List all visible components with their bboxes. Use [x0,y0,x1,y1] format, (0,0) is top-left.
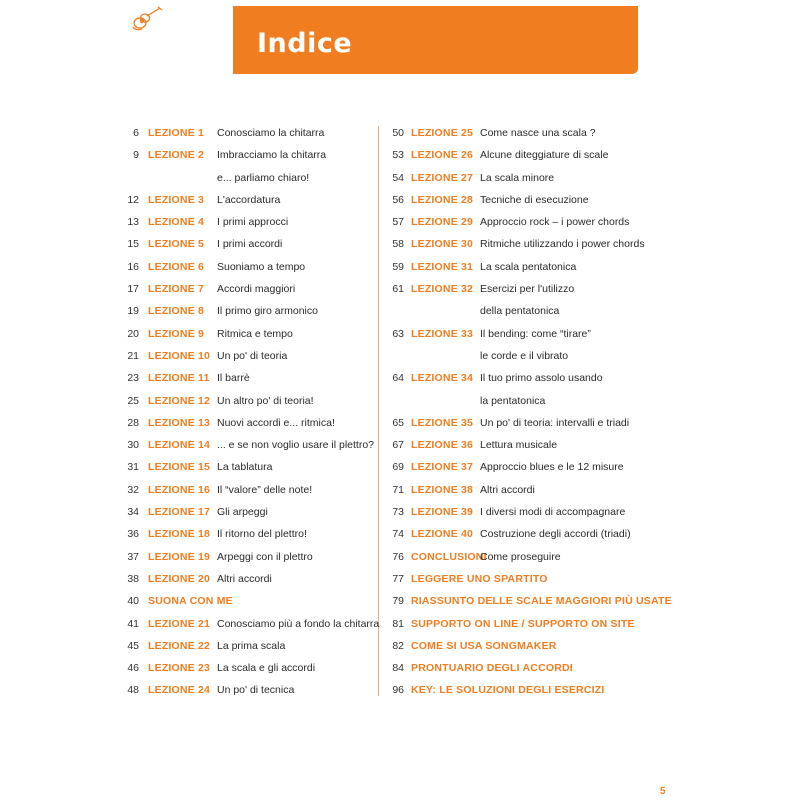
toc-entry[interactable] [385,278,675,300]
toc-lesson-title: Un altro po' di teoria! [217,394,314,407]
toc-entry[interactable] [110,679,372,701]
toc-page-number: 19 [127,305,139,318]
toc-lesson-label: LEZIONE 23 [148,662,211,675]
toc-lesson-title: Il tuo primo assolo usando [480,372,603,385]
toc-lesson-label: LEZIONE 8 [148,305,205,318]
toc-right-column [385,122,675,702]
toc-entry[interactable] [385,390,675,412]
toc-entry[interactable] [385,590,675,612]
toc-lesson-title: Accordi maggiori [217,283,296,296]
toc-lesson-title: Approccio blues e le 12 misure [480,461,624,474]
toc-page-number: 71 [392,483,404,496]
toc-entry[interactable] [110,367,372,389]
toc-entry[interactable] [110,456,372,478]
toc-lesson-title: Il primo giro armonico [217,305,318,318]
toc-entry[interactable] [110,412,372,434]
toc-lesson-title: e... parliamo chiaro! [217,171,310,184]
toc-section-title: LEGGERE UNO SPARTITO [411,572,548,585]
toc-entry[interactable] [110,345,372,367]
toc-entry[interactable] [110,211,372,233]
toc-page-number: 37 [127,550,139,563]
column-divider [378,126,379,696]
toc-page-number: 25 [127,394,139,407]
toc-entry[interactable] [385,345,675,367]
toc-entry[interactable] [385,657,675,679]
toc-lesson-title: I primi approcci [217,216,289,229]
toc-lesson-title: la pentatonica [480,394,546,407]
toc-lesson-label: LEZIONE 11 [148,372,210,385]
toc-lesson-label: LEZIONE 17 [148,506,211,519]
toc-entry[interactable] [385,568,675,590]
toc-lesson-title: Conosciamo più a fondo la chitarra [217,617,380,630]
toc-lesson-label: LEZIONE 14 [148,439,211,452]
page-title: Indice [257,28,353,59]
toc-entry[interactable] [110,657,372,679]
toc-lesson-label: LEZIONE 19 [148,550,211,563]
toc-page-number: 65 [392,416,404,429]
toc-lesson-title: Nuovi accordi e... ritmica! [217,416,335,429]
toc-page-number: 34 [127,506,139,519]
toc-lesson-label: LEZIONE 25 [411,127,474,139]
toc-page-number: 16 [127,260,139,273]
toc-lesson-label: LEZIONE 6 [148,260,205,273]
toc-lesson-title: Un po' di teoria: intervalli e triadi [480,416,630,429]
toc-entry[interactable] [110,256,372,278]
toc-section-title: RIASSUNTO DELLE SCALE MAGGIORI PIÙ USATE [411,595,672,608]
toc-lesson-label: LEZIONE 18 [148,528,211,541]
toc-lesson-title: della pentatonica [480,305,560,318]
toc-entry[interactable] [110,590,372,612]
toc-lesson-title: Conosciamo la chitarra [217,127,325,139]
toc-lesson-label: LEZIONE 39 [411,506,474,519]
toc-page-number: 50 [392,127,404,139]
toc-page-number: 61 [392,283,404,296]
toc-lesson-label: LEZIONE 29 [411,216,474,229]
toc-page-number: 30 [127,439,139,452]
guitar-logo-icon [130,5,164,33]
toc-entry[interactable] [385,367,675,389]
toc-lesson-title: Imbracciamo la chitarra [217,149,327,162]
toc-page-number: 12 [127,193,139,206]
toc-entry[interactable] [385,434,675,456]
toc-lesson-title: La scala minore [480,171,555,184]
toc-page-number: 21 [127,349,139,362]
toc-lesson-title: Altri accordi [480,483,535,496]
toc-entry[interactable] [385,144,675,166]
toc-page-number: 57 [392,216,404,229]
toc-entry[interactable] [110,278,372,300]
toc-entry[interactable] [385,211,675,233]
toc-lesson-title: Ritmiche utilizzando i power chords [480,238,645,251]
toc-page-number: 82 [392,639,404,652]
toc-lesson-title: le corde e il vibrato [480,349,569,362]
toc-lesson-title: ... e se non voglio usare il plettro? [217,439,375,452]
toc-lesson-label: LEZIONE 15 [148,461,211,474]
toc-page-number: 23 [127,372,139,385]
toc-section-title: KEY: LE SOLUZIONI DEGLI ESERCIZI [411,684,605,697]
toc-lesson-label: LEZIONE 7 [148,283,205,296]
toc-entry[interactable] [385,546,675,568]
toc-entry[interactable] [110,501,372,523]
toc-entry[interactable] [110,144,372,166]
toc-entry[interactable] [110,233,372,255]
toc-page-number: 48 [127,684,139,697]
toc-page-number: 84 [392,662,404,675]
toc-entry[interactable] [110,434,375,456]
page-number: 5 [660,786,666,797]
toc-lesson-title: I primi accordi [217,238,283,251]
toc-entry[interactable] [110,189,372,211]
toc-page-number: 81 [392,617,404,630]
toc-page-number: 69 [392,461,404,474]
toc-entry[interactable] [385,613,675,635]
toc-page-number: 9 [133,149,139,162]
toc-lesson-title: La tablatura [217,461,273,474]
toc-lesson-label: LEZIONE 24 [148,684,211,697]
toc-section-title: PRONTUARIO DEGLI ACCORDI [411,662,573,675]
toc-lesson-title: Alcune diteggiature di scale [480,149,609,162]
toc-page-number: 53 [392,149,404,162]
toc-entry[interactable] [385,323,675,345]
toc-lesson-title: Il barrè [217,372,250,385]
toc-entry[interactable] [110,323,372,345]
toc-lesson-label: LEZIONE 35 [411,416,474,429]
toc-entry[interactable] [385,456,675,478]
toc-page-number: 58 [392,238,404,251]
toc-page-number: 6 [133,127,139,139]
toc-entry[interactable] [110,546,372,568]
toc-page-number: 67 [392,439,404,452]
toc-lesson-title: Gli arpeggi [217,506,268,519]
toc-page-number: 32 [127,483,139,496]
toc-lesson-title: Un po' di tecnica [217,684,295,697]
toc-lesson-title: Il “valore” delle note! [217,483,313,496]
toc-page-number: 63 [392,327,404,340]
toc-lesson-label: CONCLUSIONI [411,550,487,563]
toc-page-number: 15 [127,238,139,251]
toc-lesson-title: Come proseguire [480,550,561,563]
toc-entry[interactable] [385,167,675,189]
toc-entry[interactable] [110,613,380,635]
toc-entry[interactable] [385,256,675,278]
toc-lesson-label: LEZIONE 16 [148,483,211,496]
toc-lesson-label: LEZIONE 37 [411,461,474,474]
toc-entry[interactable] [385,501,675,523]
toc-lesson-title: Un po' di teoria [217,349,288,362]
toc-entry[interactable] [385,635,675,657]
toc-page-number: 20 [127,327,139,340]
toc-page-number: 54 [392,171,404,184]
toc-page-number: 31 [127,461,139,474]
toc-lesson-label: LEZIONE 13 [148,416,211,429]
toc-lesson-label: LEZIONE 26 [411,149,474,162]
toc-page-number: 40 [127,595,139,608]
toc-page-number: 46 [127,662,139,675]
toc-section-title: COME SI USA SONGMAKER [411,639,557,652]
toc-entry[interactable] [110,167,372,189]
toc-lesson-label: LEZIONE 36 [411,439,474,452]
toc-entry[interactable] [385,300,675,322]
toc-lesson-label: LEZIONE 40 [411,528,474,541]
toc-page-number: 74 [392,528,404,541]
toc-lesson-label: LEZIONE 34 [411,372,474,385]
toc-lesson-title: Approccio rock – i power chords [480,216,630,229]
toc-lesson-label: LEZIONE 1 [148,127,205,139]
toc-lesson-label: LEZIONE 28 [411,193,474,206]
toc-lesson-title: Arpeggi con il plettro [217,550,313,563]
toc-lesson-label: LEZIONE 2 [148,149,205,162]
toc-page-number: 41 [127,617,139,630]
toc-entry[interactable] [110,635,372,657]
toc-page-number: 13 [127,216,139,229]
toc-entry[interactable] [385,122,675,144]
toc-section-title: SUONA CON ME [148,595,233,608]
toc-page-number: 28 [127,416,139,429]
toc-lesson-title: I diversi modi di accompagnare [480,506,626,519]
toc-entry[interactable] [110,122,372,144]
toc-lesson-label: LEZIONE 31 [411,260,474,273]
toc-lesson-title: L'accordatura [217,193,281,206]
toc-entry[interactable] [385,189,675,211]
toc-lesson-label: LEZIONE 27 [411,171,474,184]
toc-page-number: 38 [127,572,139,585]
toc-lesson-label: LEZIONE 3 [148,193,205,206]
toc-lesson-title: Lettura musicale [480,439,558,452]
toc-lesson-label: LEZIONE 30 [411,238,474,251]
toc-lesson-label: LEZIONE 12 [148,394,211,407]
toc-lesson-label: LEZIONE 10 [148,349,211,362]
toc-lesson-label: LEZIONE 21 [148,617,211,630]
toc-section-title: SUPPORTO ON LINE / SUPPORTO ON SITE [411,617,635,630]
toc-page-number: 73 [392,506,404,519]
toc-lesson-label: LEZIONE 4 [148,216,205,229]
toc-lesson-label: LEZIONE 32 [411,283,474,296]
toc-left-column [110,122,380,702]
toc-page-number: 56 [392,193,404,206]
toc-page-number: 36 [127,528,139,541]
toc-lesson-label: LEZIONE 38 [411,483,474,496]
header-banner [233,6,638,74]
toc-lesson-label: LEZIONE 33 [411,327,474,340]
toc-lesson-title: Altri accordi [217,572,272,585]
toc-lesson-label: LEZIONE 22 [148,639,211,652]
toc-entry[interactable] [385,523,675,545]
toc-lesson-title: Esercizi per l'utilizzo [480,283,575,296]
toc-lesson-label: LEZIONE 9 [148,327,205,340]
toc-page-number: 79 [392,595,404,608]
toc-lesson-title: La scala pentatonica [480,260,577,273]
toc-page-number: 77 [392,572,404,585]
toc-lesson-title: Il ritorno del plettro! [217,528,307,541]
toc-entry[interactable] [385,679,675,701]
toc-lesson-title: Costruzione degli accordi (triadi) [480,528,631,541]
toc-entry[interactable] [110,568,372,590]
toc-entry[interactable] [385,412,675,434]
toc-page-number: 96 [392,684,404,697]
toc-lesson-label: LEZIONE 20 [148,572,211,585]
toc-lesson-title: Il bending: come “tirare” [480,327,591,340]
toc-lesson-title: Tecniche di esecuzione [480,193,589,206]
toc-page-number: 64 [392,372,404,385]
toc-entry[interactable] [385,233,675,255]
toc-page-number: 17 [127,283,139,296]
toc-entry[interactable] [110,479,372,501]
toc-entry[interactable] [110,300,372,322]
toc-entry[interactable] [385,479,675,501]
toc-lesson-title: La prima scala [217,639,286,652]
toc-lesson-label: LEZIONE 5 [148,238,205,251]
toc-page-number: 76 [392,550,404,563]
toc-lesson-title: La scala e gli accordi [217,662,316,675]
toc-entry[interactable] [110,523,372,545]
toc-lesson-title: Ritmica e tempo [217,327,293,340]
toc-page-number: 59 [392,260,404,273]
toc-lesson-title: Come nasce una scala ? [480,127,596,139]
toc-page-number: 45 [127,639,139,652]
toc-entry[interactable] [110,390,372,412]
toc-lesson-title: Suoniamo a tempo [217,260,306,273]
